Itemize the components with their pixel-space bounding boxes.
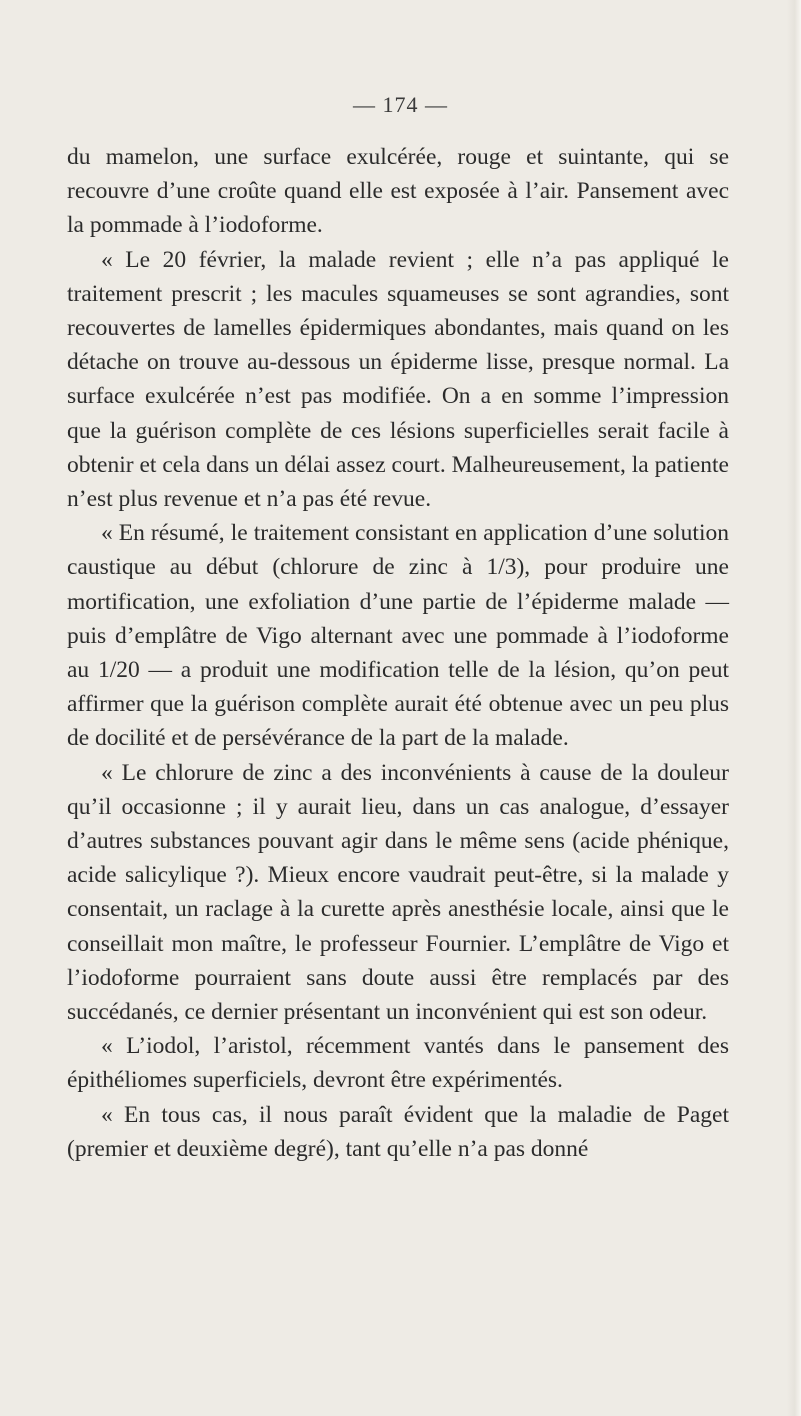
body-text [67, 140, 729, 1166]
paragraph: « Le chlorure de zinc a des inconvénients à cause de la douleur qu’il occasionne ; il y aurait lieu, dans un cas analogue, d’essayer d’autres substances pouvant agir dans le même sens (acide phénique, acide salicylique ?). Mieux encore vaudrait peut-être, si la malade y consentait, un raclage à la curette après anesthésie locale, ainsi que le conseillait mon maître, le professeur Fournier. L’emplâtre de Vigo et l’iodoforme pourraient sans doute aussi être remplacés par des succédanés, ce dernier présentant un inconvénient qui est son odeur. [67, 759, 729, 1026]
paragraph: « L’iodol, l’aristol, récemment vantés dans le pansement des épithéliomes superficiels, devront être expérimentés. [67, 1033, 729, 1094]
paragraph: « En tous cas, il nous paraît évident que la maladie de Paget (premier et deuxième degré), tant qu’elle n’a pas donné [67, 1101, 729, 1162]
paragraph-continuation: du mamelon, une surface exulcérée, rouge et suintante, qui se recouvre d’une croûte quand elle est exposée à l’air. Pansement avec la pommade à l’iodoforme. [67, 144, 729, 239]
paragraph: « En résumé, le traitement consistant en application d’une solution caustique au début (chlorure de zinc à 1/3), pour produire une mortification, une exfoliation d’une partie de l’épiderme malade — puis d’emplâtre de Vigo alternant avec une pommade à l’iodoforme au 1/20 — a produit une modification telle de la lésion, qu’on peut affirmer que la guérison complète aurait été obtenue avec un peu plus de docilité et de persévérance de la part de la malade. [67, 520, 729, 752]
page-edge [787, 0, 801, 1416]
page-number: — 174 — [353, 92, 448, 117]
paragraph: « Le 20 février, la malade revient ; elle n’a pas appliqué le traitement prescrit ; les macules squameuses se sont agrandies, sont recouvertes de lamelles épidermiques abondantes, mais quand on les détache on trouve au-dessous un épiderme lisse, presque normal. La surface exulcérée n’est pas modifiée. On a en somme l’impression que la guérison complète de ces lésions superficielles serait facile à obtenir et cela dans un délai assez court. Malheureusement, la patiente n’est plus revenue et n’a pas été revue. [67, 246, 729, 513]
